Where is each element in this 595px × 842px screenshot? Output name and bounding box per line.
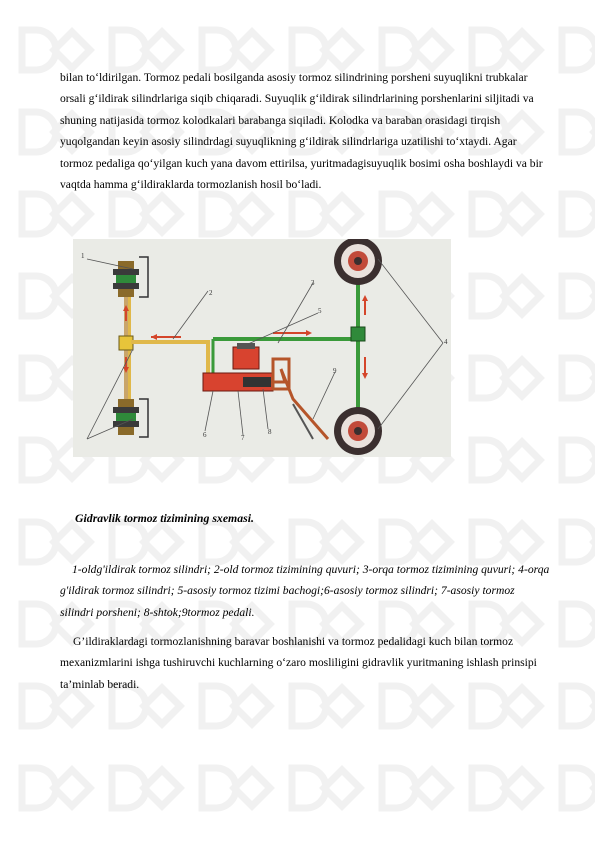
- body-paragraph-1: bilan to‘ldirilgan. Tormoz pedali bosilganda asosiy tormoz silindrining porsheni suyuqlikni trubkalar orsali g‘ildirak silindrlariga siqib chiqaradi. Suyuqlik g‘ildirak silindrlarining porshenlarini siljitadi va shuning natijasida tormoz kolodkalari barabanga siqiladi. Kolodka va baraban orasidagi tirqish yuqolgandan keyin asosiy silindrdagi suyuqlikning g‘ildirak silindrlariga uzatilishi to‘xtaydi. Agar tormoz pedaliga qo‘yilgan kuch yana davom ettirilsa, yuritmadagisuyuqlik bosimi osha boshlaydi va bir vaqtda hamma g‘ildiraklarda tormozlanish hosil bo‘ladi.: [60, 71, 543, 192]
- watermark-mark: [22, 112, 56, 152]
- watermark-mark: [144, 770, 180, 806]
- watermark-mark: [202, 194, 236, 234]
- watermark-mark: [144, 524, 180, 560]
- watermark-mark: [22, 768, 56, 808]
- watermark-mark: [292, 30, 326, 70]
- watermark-mark: [324, 32, 360, 68]
- watermark-mark: [562, 604, 595, 644]
- watermark-mark: [382, 522, 416, 562]
- watermark-mark: [292, 194, 326, 234]
- watermark-mark: [22, 440, 56, 480]
- watermark-mark: [414, 196, 450, 232]
- watermark-mark: [472, 194, 506, 234]
- label-7: 7: [241, 434, 245, 442]
- watermark-mark: [324, 196, 360, 232]
- watermark-mark: [324, 524, 360, 560]
- watermark-mark: [504, 278, 540, 314]
- watermark-mark: [22, 194, 56, 234]
- watermark-mark: [22, 686, 56, 726]
- label-6: 6: [203, 431, 207, 439]
- watermark-mark: [382, 768, 416, 808]
- watermark-mark: [504, 360, 540, 396]
- watermark-mark: [562, 276, 595, 316]
- watermark-mark: [144, 32, 180, 68]
- watermark-mark: [562, 768, 595, 808]
- watermark-mark: [562, 194, 595, 234]
- watermark-mark: [54, 196, 90, 232]
- watermark-mark: [234, 196, 270, 232]
- watermark-mark: [292, 768, 326, 808]
- watermark-mark: [562, 112, 595, 152]
- watermark-mark: [562, 686, 595, 726]
- watermark-mark: [504, 770, 540, 806]
- figure-caption-title: Gidravlik tormoz tizimining sxemasi.: [75, 511, 254, 525]
- watermark-mark: [414, 32, 450, 68]
- body-paragraph-2-text: G’ildiraklardagi tormozlanishning baravar boshlanishi va tormoz pedalidagi kuch bilan tormoz mexanizmlarini ishga tushiruvchi kuchlarning o‘zaro mosliligini gidravlik yuritmaning ishlash prinsipi ta’minlab beradi.: [60, 635, 537, 691]
- watermark-mark: [112, 30, 146, 70]
- label-4: 4: [444, 338, 448, 346]
- watermark-mark: [504, 524, 540, 560]
- hydraulic-brake-diagram: [73, 239, 451, 457]
- watermark-mark: [22, 276, 56, 316]
- label-8: 8: [268, 428, 272, 436]
- watermark-mark: [234, 524, 270, 560]
- watermark-mark: [22, 358, 56, 398]
- watermark-mark: [54, 770, 90, 806]
- rear-drum-bottom: [334, 407, 382, 455]
- watermark-mark: [382, 30, 416, 70]
- watermark-mark: [472, 30, 506, 70]
- watermark-mark: [414, 524, 450, 560]
- watermark-mark: [292, 522, 326, 562]
- watermark-mark: [382, 194, 416, 234]
- watermark-mark: [54, 524, 90, 560]
- watermark-mark: [234, 770, 270, 806]
- watermark-mark: [472, 522, 506, 562]
- rear-drum-top: [334, 239, 382, 285]
- body-paragraph-2: [60, 631, 550, 695]
- label-1: 1: [81, 252, 85, 260]
- watermark-mark: [202, 768, 236, 808]
- watermark-mark: [112, 522, 146, 562]
- watermark-mark: [472, 358, 506, 398]
- watermark-mark: [562, 522, 595, 562]
- watermark-mark: [472, 276, 506, 316]
- watermark-mark: [54, 32, 90, 68]
- watermark-mark: [472, 440, 506, 480]
- watermark-mark: [202, 30, 236, 70]
- watermark-mark: [562, 358, 595, 398]
- label-3: 3: [311, 279, 315, 287]
- watermark-mark: [504, 32, 540, 68]
- watermark-mark: [414, 770, 450, 806]
- label-9: 9: [333, 367, 337, 375]
- watermark-mark: [562, 30, 595, 70]
- label-2: 2: [209, 289, 213, 297]
- legend-text: 1-oldg'ildirak tormoz silindri; 2-old tormoz tizimining quvuri; 3-orqa tormoz tizimining quvuri; 4-orqa g'ildirak tormoz silindri; 5-asosiy tormoz tizimi bachogi;6-asosiy tormoz silindri; 7-asosiy tormoz silindri porsheni; 8-shtok;9tormoz pedali.: [60, 563, 550, 619]
- watermark-mark: [562, 440, 595, 480]
- watermark-mark: [112, 194, 146, 234]
- watermark-mark: [504, 442, 540, 478]
- watermark-mark: [202, 522, 236, 562]
- watermark-mark: [22, 522, 56, 562]
- watermark-mark: [504, 196, 540, 232]
- figure-legend: [60, 559, 550, 623]
- watermark-mark: [22, 30, 56, 70]
- watermark-mark: [22, 604, 56, 644]
- watermark-mark: [112, 768, 146, 808]
- watermark-mark: [144, 196, 180, 232]
- watermark-mark: [472, 768, 506, 808]
- watermark-mark: [234, 32, 270, 68]
- label-5: 5: [318, 307, 322, 315]
- watermark-mark: [324, 770, 360, 806]
